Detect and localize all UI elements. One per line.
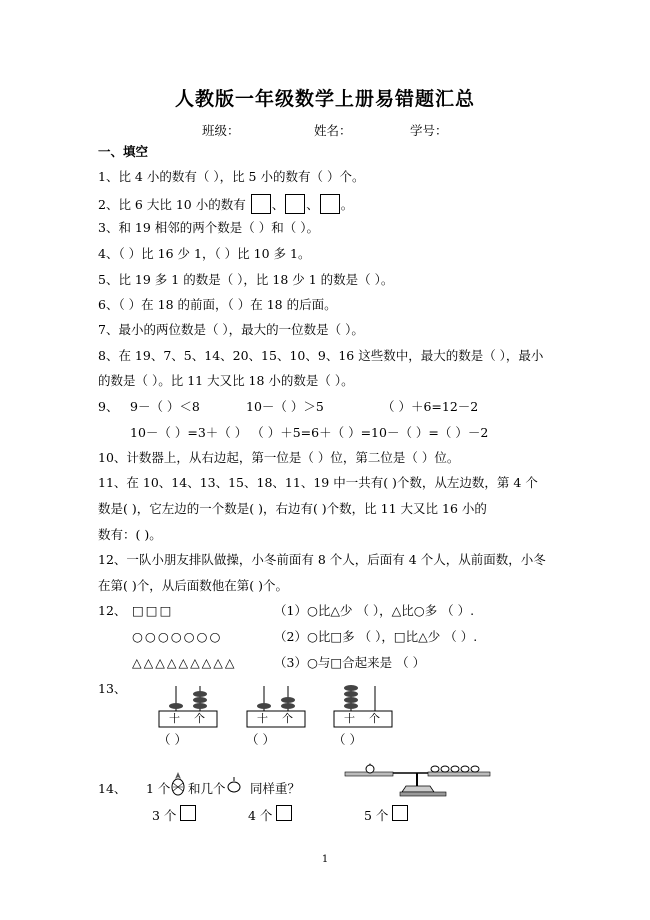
tens-label: 十 bbox=[257, 712, 268, 725]
question-10: 10、计数器上，从右边起，第一位是（ ）位，第二位是（ ）位。 bbox=[98, 450, 460, 465]
answer-box-wrapper bbox=[390, 805, 410, 822]
question-1: 1、比 4 小的数有（ ），比 5 小的数有（ ）个。 bbox=[98, 169, 365, 184]
answer-box[interactable] bbox=[392, 805, 408, 821]
abacus-answer: （ ） bbox=[333, 732, 362, 747]
balance-scale-icon bbox=[344, 756, 496, 798]
question-9-label: 9、 bbox=[98, 399, 119, 414]
question-8-line-2: 的数是（ ）。比 11 大又比 18 小的数是（ ）。 bbox=[98, 373, 354, 388]
bead bbox=[344, 685, 358, 691]
shape-row-squares: □□□ bbox=[132, 603, 174, 618]
question-13-label: 13、 bbox=[98, 681, 127, 696]
period: 。 bbox=[340, 197, 354, 212]
answer-box[interactable] bbox=[180, 805, 196, 821]
question-7: 7、最小的两位数是（ ），最大的一位数是（ ）。 bbox=[98, 322, 364, 337]
question-9-b: 10－（ ）＞5 bbox=[246, 399, 324, 414]
question-8-line-1: 8、在 19、7、5、14、20、15、10、9、16 这些数中，最大的数是（ ），最小 bbox=[98, 348, 544, 363]
answer-box-wrapper bbox=[178, 805, 198, 822]
abacus-drawing bbox=[333, 684, 395, 728]
answer-box[interactable] bbox=[276, 805, 292, 821]
question-12-line-1: 12、一队小朋友排队做操，小冬前面有 8 个人，后面有 4 个人，从前面数，小冬 bbox=[98, 552, 546, 567]
question-12-line-2: 在第( )个，从后面数他在第( )个。 bbox=[98, 578, 288, 593]
question-14-part-2: 和几个 bbox=[188, 781, 226, 796]
question-11-line-1: 11、在 10、14、13、15、18、11、19 中一共有( )个数，从左边数，第 4 个 bbox=[98, 475, 538, 490]
abacus-drawing bbox=[246, 684, 308, 728]
abacus-drawing bbox=[158, 684, 220, 728]
abacus bbox=[158, 684, 220, 748]
question-14-part-1: 1 个 bbox=[146, 781, 171, 796]
question-2 bbox=[98, 194, 353, 214]
question-3: 3、和 19 相邻的两个数是（ ）和（ ）。 bbox=[98, 220, 320, 235]
abacus bbox=[333, 684, 395, 748]
question-4: 4、（ ）比 16 少 1，（ ）比 10 多 1。 bbox=[98, 246, 311, 261]
option-5-label: 5 个 bbox=[364, 808, 389, 823]
abacus bbox=[246, 684, 308, 748]
ones-label: 个 bbox=[369, 712, 380, 725]
ones-label: 个 bbox=[194, 712, 205, 725]
option-3-label: 3 个 bbox=[152, 808, 177, 823]
tens-label: 十 bbox=[344, 712, 355, 725]
question-12b-part-3: （3）○与□合起来是 （ ） bbox=[274, 655, 426, 670]
question-9-a: 9－（ ）＜8 bbox=[130, 399, 200, 414]
page-title: 人教版一年级数学上册易错题汇总 bbox=[174, 88, 475, 110]
question-14-label: 14、 bbox=[98, 781, 127, 796]
abacus-answer: （ ） bbox=[246, 732, 275, 747]
answer-box[interactable] bbox=[320, 194, 340, 214]
apple-icon bbox=[226, 776, 242, 794]
shape-row-triangles: △△△△△△△△△ bbox=[132, 655, 237, 670]
question-9-line-2: 10－（ ）=3＋（ ） （ ）＋5=6＋（ ）=10－（ ）=（ ）－2 bbox=[130, 425, 489, 440]
shape-row-circles: ○○○○○○○ bbox=[132, 629, 223, 644]
bead bbox=[281, 697, 295, 703]
ones-label: 个 bbox=[282, 712, 293, 725]
question-2-text: 2、比 6 大比 10 小的数有 bbox=[98, 197, 246, 212]
question-14-part-3: 同样重？ bbox=[250, 781, 301, 796]
answer-box[interactable] bbox=[251, 194, 271, 214]
question-12b-part-1: （1）○比△少 （ ），△比○多 （ ）. bbox=[274, 603, 475, 618]
bead bbox=[169, 703, 183, 709]
question-11-line-3: 数有：( )。 bbox=[98, 527, 162, 542]
pineapple-icon bbox=[170, 771, 186, 797]
answer-box[interactable] bbox=[285, 194, 305, 214]
section-heading-fill-blank: 一、填空 bbox=[98, 144, 149, 159]
question-12b-part-2: （2）○比□多 （ ），□比△少 （ ）. bbox=[274, 629, 478, 644]
question-12b-label: 12、 bbox=[98, 603, 127, 618]
question-9-c: （ ）＋6=12－2 bbox=[382, 399, 479, 414]
bead bbox=[257, 703, 271, 709]
bead bbox=[344, 697, 358, 703]
bead bbox=[193, 697, 207, 703]
question-11-line-2: 数是( )，它左边的一个数是( )，右边有( )个数，比 11 大又比 16 小的 bbox=[98, 501, 487, 516]
question-5: 5、比 19 多 1 的数是（ ），比 18 少 1 的数是（ ）。 bbox=[98, 272, 394, 287]
answer-box-wrapper bbox=[274, 805, 294, 822]
bead bbox=[193, 691, 207, 697]
bead bbox=[281, 703, 295, 709]
name-label: 姓名： bbox=[314, 123, 352, 138]
class-label: 班级： bbox=[202, 123, 240, 138]
question-6: 6、（ ）在 18 的前面，（ ）在 18 的后面。 bbox=[98, 297, 337, 312]
option-4-label: 4 个 bbox=[248, 808, 273, 823]
separator: 、 bbox=[271, 197, 285, 212]
bead bbox=[193, 703, 207, 709]
tens-label: 十 bbox=[169, 712, 180, 725]
abacus-answer: （ ） bbox=[158, 732, 187, 747]
separator: 、 bbox=[306, 197, 319, 212]
bead bbox=[344, 703, 358, 709]
page-number: 1 bbox=[321, 854, 329, 865]
student-id-label: 学号： bbox=[410, 123, 448, 138]
bead bbox=[344, 691, 358, 697]
